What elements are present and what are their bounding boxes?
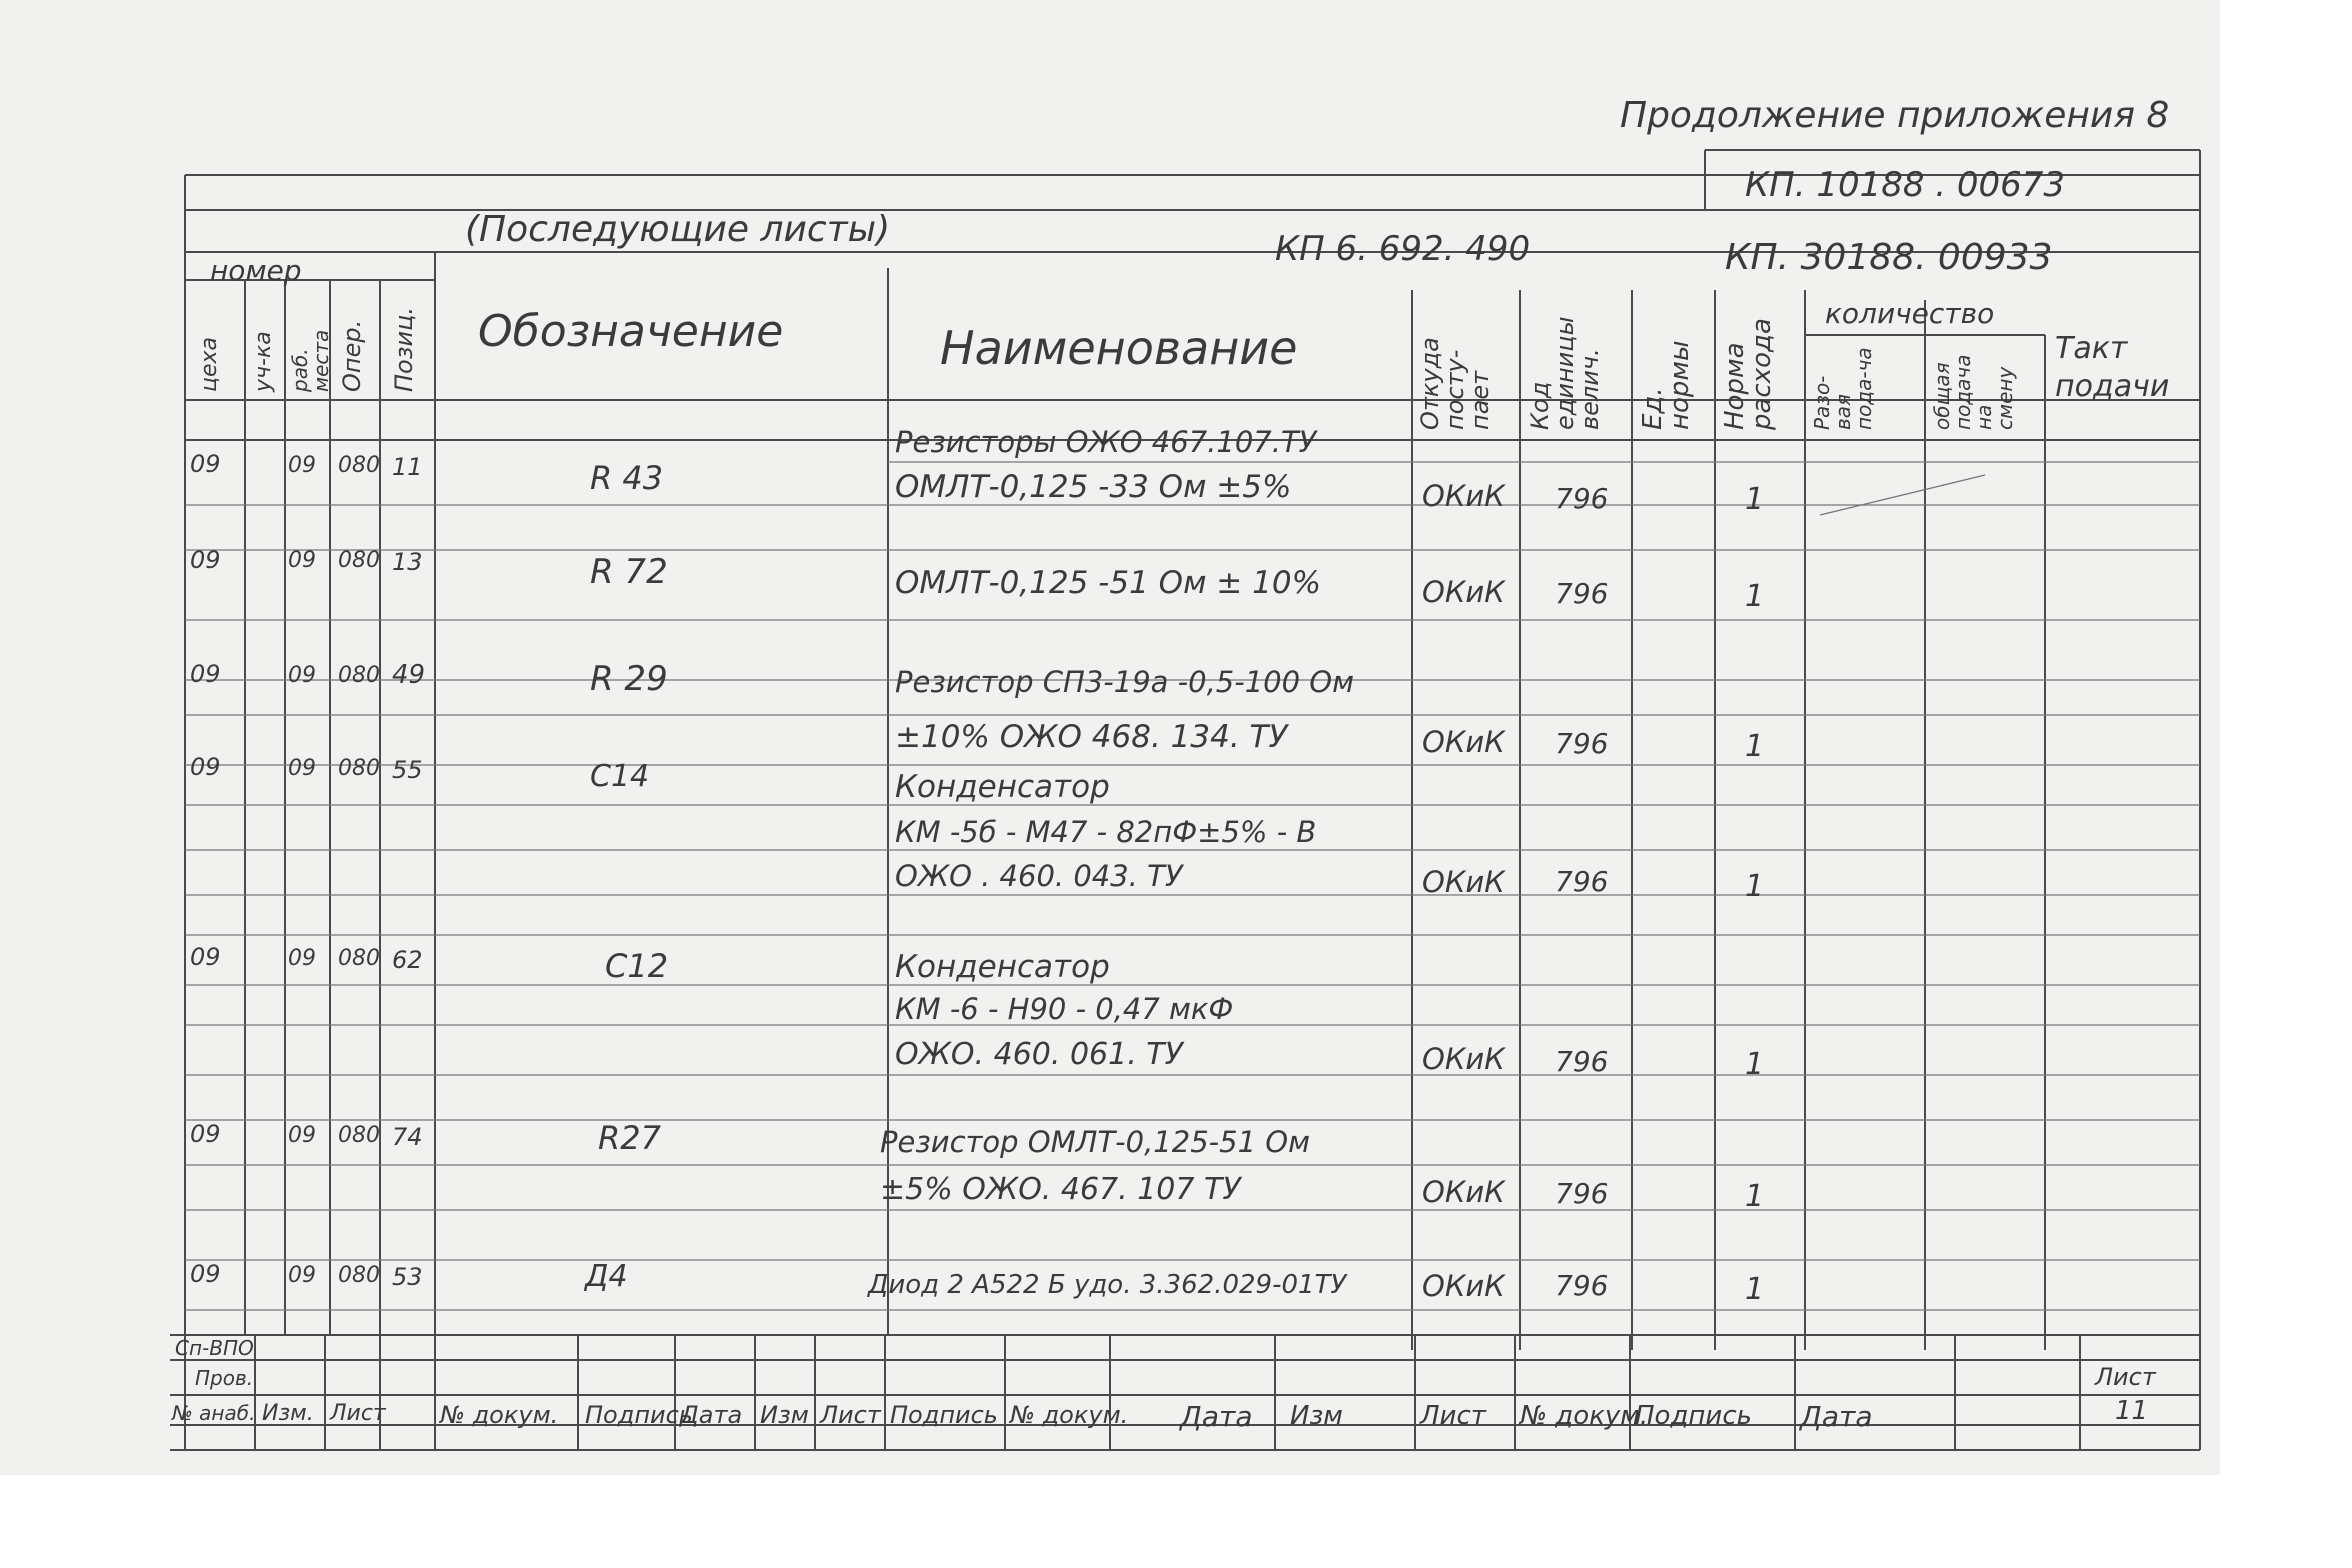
row-otkuda: ОКиК [1422, 725, 1505, 759]
row-naim: КМ -5б - М47 - 82пФ±5% - В [895, 815, 1317, 849]
row-naim: Резистор ОМЛТ-0,125-51 Ом [880, 1125, 1310, 1159]
footer-label: Лист [1420, 1401, 1486, 1431]
row-naim: Резисторы ОЖО 467.107.ТУ [895, 425, 1317, 459]
col-kolichestvo: количество [1825, 297, 1995, 330]
row-oboz: С12 [605, 947, 669, 985]
row-kod: 796 [1555, 1045, 1609, 1078]
row-kod: 796 [1555, 577, 1609, 610]
row-kod: 796 [1555, 1269, 1609, 1302]
row-norma: 1 [1745, 869, 1765, 904]
row-op: 080 [338, 663, 380, 688]
doc-code-second: КП. 30188. 00933 [1725, 237, 2053, 278]
footer-side2: Пров. [195, 1366, 254, 1390]
row-ceh: 09 [190, 660, 221, 688]
row-poz: 55 [392, 756, 423, 784]
row-uch: 09 [288, 1123, 316, 1148]
row-ceh: 09 [190, 753, 221, 781]
col-takt: Такт подачи [2055, 331, 2170, 404]
col-obshaya: общая подача на смену [1930, 354, 2017, 430]
footer-label: Дата [1800, 1400, 1873, 1433]
row-op: 080 [338, 1263, 380, 1288]
row-otkuda: ОКиК [1422, 575, 1505, 609]
row-naim: ±5% ОЖО. 467. 107 ТУ [880, 1172, 1241, 1207]
footer-label: № докум. [440, 1401, 559, 1429]
row-op: 080 [338, 946, 380, 971]
col-uch: уч-ка [251, 331, 276, 392]
footer-label: Подпись [585, 1401, 693, 1429]
row-poz: 13 [392, 548, 423, 576]
footer-label: Дата [680, 1401, 743, 1429]
row-uch: 09 [288, 1263, 316, 1288]
col-razovaya: Разо-вая пода-ча [1810, 347, 1876, 430]
row-ceh: 09 [190, 1120, 221, 1148]
row-naim: ОЖО . 460. 043. ТУ [895, 859, 1183, 893]
footer-label: Подпись [890, 1401, 998, 1429]
row-naim: Конденсатор [895, 769, 1110, 805]
row-uch: 09 [288, 548, 316, 573]
footer-label: Подпись [1635, 1401, 1752, 1431]
col-oper: Опер. [338, 319, 366, 392]
row-op: 080 [338, 453, 380, 478]
row-poz: 11 [392, 453, 423, 481]
row-op: 080 [338, 1123, 380, 1148]
subsequent-sheets-label: (Последующие листы) [465, 209, 891, 250]
row-oboz: R27 [598, 1119, 661, 1157]
row-naim: КМ -6 - Н90 - 0,47 мкФ [895, 992, 1234, 1026]
footer-label: № докум. [1010, 1401, 1129, 1429]
footer-label: Дата [1180, 1400, 1253, 1433]
footer-label: № докум. [1520, 1401, 1649, 1431]
row-naim: ±10% ОЖО 468. 134. ТУ [895, 719, 1288, 755]
row-otkuda: ОКиК [1422, 1269, 1505, 1303]
row-naim: ОМЛТ-0,125 -33 Ом ±5% [895, 469, 1292, 505]
col-nomer: номер [210, 254, 302, 287]
row-naim: ОЖО. 460. 061. ТУ [895, 1037, 1183, 1072]
row-oboz: R 29 [590, 659, 668, 699]
row-ceh: 09 [190, 943, 221, 971]
row-otkuda: ОКиК [1422, 479, 1505, 513]
col-ed-norma: Ед. нормы [1638, 340, 1696, 430]
row-kod: 796 [1555, 865, 1609, 898]
row-uch: 09 [288, 663, 316, 688]
row-kod: 796 [1555, 482, 1609, 515]
col-poz: Позиц. [390, 306, 418, 392]
footer-label: № анаб. [172, 1401, 256, 1425]
row-poz: 62 [392, 946, 423, 974]
footer-label: Изм [760, 1401, 809, 1429]
row-oboz: Д4 [585, 1259, 628, 1294]
row-oboz: R 72 [590, 552, 668, 592]
row-uch: 09 [288, 756, 316, 781]
row-naim: ОМЛТ-0,125 -51 Ом ± 10% [895, 565, 1322, 601]
row-otkuda: ОКиК [1422, 1175, 1505, 1209]
row-norma: 1 [1745, 1179, 1765, 1214]
assembly-code: КП 6. 692. 490 [1275, 229, 1531, 269]
footer-side1: Сп-ВПО [175, 1336, 254, 1360]
row-ceh: 09 [190, 1260, 221, 1288]
row-naim: Конденсатор [895, 949, 1110, 985]
row-naim: Диод 2 А522 Б удо. 3.362.029-01ТУ [868, 1270, 1347, 1300]
footer-label: Изм. [262, 1401, 314, 1426]
row-op: 080 [338, 548, 380, 573]
continuation-note: Продолжение приложения 8 [1620, 95, 2170, 136]
col-otkuda: Откуда посту-пает [1416, 337, 1495, 430]
row-otkuda: ОКиК [1422, 865, 1505, 899]
row-ceh: 09 [190, 450, 221, 478]
footer-list-label: Лист [2095, 1363, 2156, 1391]
col-oboznachenie: Обозначение [478, 306, 784, 357]
row-naim: Резистор СП3-19а -0,5-100 Ом [895, 665, 1354, 699]
row-norma: 1 [1745, 1272, 1765, 1307]
row-norma: 1 [1745, 482, 1765, 517]
row-norma: 1 [1745, 1047, 1765, 1082]
row-norma: 1 [1745, 579, 1765, 614]
row-uch: 09 [288, 946, 316, 971]
footer-label: Изм [1290, 1401, 1343, 1431]
row-ceh: 09 [190, 546, 221, 574]
row-oboz: С14 [590, 759, 650, 794]
row-poz: 74 [392, 1123, 423, 1151]
row-uch: 09 [288, 453, 316, 478]
row-kod: 796 [1555, 1177, 1609, 1210]
doc-code-top: КП. 10188 . 00673 [1745, 165, 2066, 205]
row-oboz: R 43 [590, 459, 664, 497]
col-norma-rashoda: Норма расхода [1720, 318, 1778, 430]
footer-label: Лист [330, 1401, 386, 1426]
col-kod-ed: Код единицы велич. [1526, 316, 1605, 430]
footer-label: Лист [820, 1401, 881, 1429]
row-poz: 49 [392, 660, 426, 690]
row-kod: 796 [1555, 727, 1609, 760]
col-naimenovanie: Наименование [940, 321, 1298, 375]
col-rab-mesta: раб. места [288, 329, 333, 392]
row-otkuda: ОКиК [1422, 1042, 1505, 1076]
row-op: 080 [338, 756, 380, 781]
col-ceh: цеха [197, 336, 222, 392]
footer-list-number: 11 [2115, 1396, 2149, 1426]
row-poz: 53 [392, 1263, 423, 1291]
row-norma: 1 [1745, 729, 1765, 764]
